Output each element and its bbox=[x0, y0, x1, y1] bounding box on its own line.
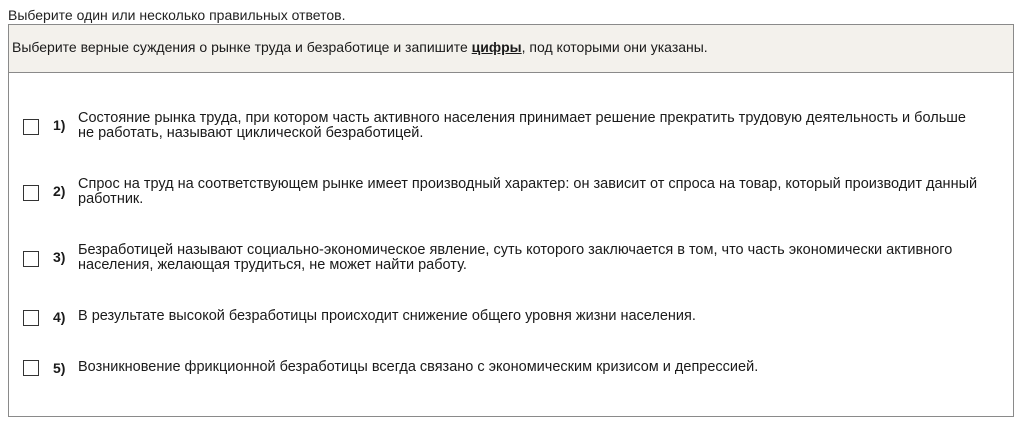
option-5-number: 5) bbox=[53, 360, 66, 376]
option-2-text: Спрос на труд на соответствующем рынке имеет производный характер: он зависит от спроса на товар, который производит данный работник. bbox=[78, 176, 978, 207]
option-1-number: 1) bbox=[53, 117, 66, 133]
option-5-checkbox[interactable] bbox=[23, 360, 39, 376]
option-3-number: 3) bbox=[53, 249, 66, 265]
option-4-text: В результате высокой безработицы происходит снижение общего уровня жизни населения. bbox=[78, 308, 696, 324]
option-1-text: Состояние рынка труда, при котором часть активного населения принимает решение прекратить трудовую деятельность и больше не работать, называют циклической безработицей. bbox=[78, 110, 966, 141]
option-3-text: Безработицей называют социально-экономическое явление, суть которого заключается в том, что часть экономически активного населения, желающая трудиться, не может найти работу. bbox=[78, 242, 953, 273]
option-4-number: 4) bbox=[53, 309, 66, 325]
question-prompt bbox=[9, 25, 1013, 73]
option-1-checkbox[interactable] bbox=[23, 119, 39, 135]
prompt-text-end: , под которыми они указаны. bbox=[521, 39, 708, 55]
option-3-checkbox[interactable] bbox=[23, 251, 39, 267]
option-2-number: 2) bbox=[53, 183, 66, 199]
option-2-checkbox[interactable] bbox=[23, 185, 39, 201]
option-4-checkbox[interactable] bbox=[23, 310, 39, 326]
option-5-text: Возникновение фрикционной безработицы всегда связано с экономическим кризисом и депрессией. bbox=[78, 359, 759, 375]
question-box bbox=[8, 24, 1014, 417]
prompt-emphasis: цифры bbox=[471, 39, 522, 55]
answer-instruction: Выберите один или несколько правильных ответов. bbox=[8, 7, 346, 23]
prompt-text-start: Выберите верные суждения о рынке труда и безработице и запишите bbox=[12, 39, 472, 55]
